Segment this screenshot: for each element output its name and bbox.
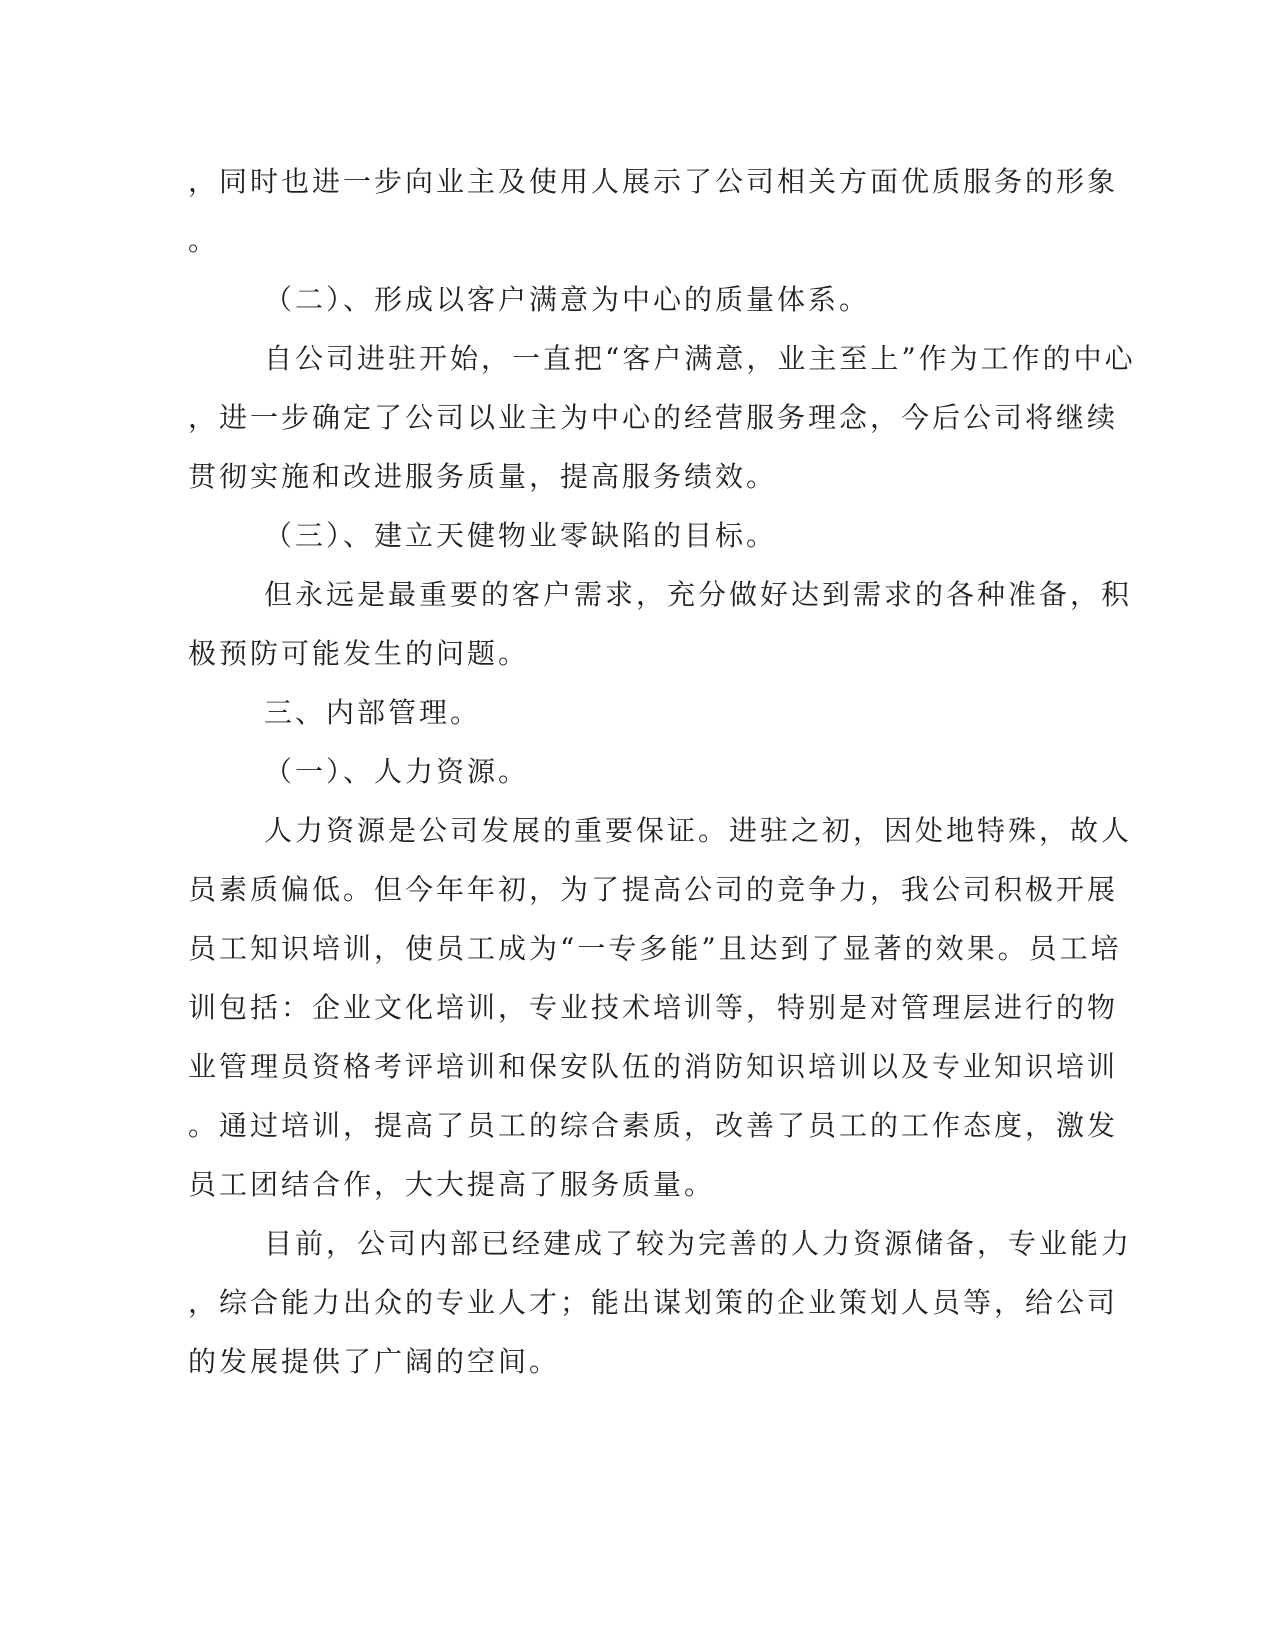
text-line: 但永远是最重要的客户需求，充分做好达到需求的各种准备，积 <box>264 578 1133 611</box>
text-line: 人力资源是公司发展的重要保证。进驻之初，因处地特殊，故人 <box>264 814 1133 847</box>
section-heading: （一）、人力资源。 <box>264 755 530 788</box>
text-line: 员工团结合作，大大提高了服务质量。 <box>188 1168 716 1201</box>
text-line: 员素质偏低。但今年年初，为了提高公司的竞争力，我公司积极开展 <box>188 873 1119 906</box>
text-line: 。通过培训，提高了员工的综合素质，改善了员工的工作态度，激发 <box>188 1109 1119 1142</box>
text-line: 训包括：企业文化培训，专业技术培训等，特别是对管理层进行的物 <box>188 991 1119 1024</box>
text-line: 贯彻实施和改进服务质量，提高服务绩效。 <box>188 460 778 493</box>
text-line: 的发展提供了广阔的空间。 <box>188 1345 561 1378</box>
text-line: 。 <box>188 224 220 257</box>
text-line: 业管理员资格考评培训和保安队伍的消防知识培训以及专业知识培训 <box>188 1050 1119 1083</box>
text-line: 目前，公司内部已经建成了较为完善的人力资源储备，专业能力 <box>264 1227 1133 1260</box>
section-heading: 三、内部管理。 <box>264 696 482 729</box>
text-line: 员工知识培训，使员工成为“一专多能”且达到了显著的效果。员工培 <box>188 932 1122 965</box>
text-line: 极预防可能发生的问题。 <box>188 637 530 670</box>
section-heading: （三）、建立天健物业零缺陷的目标。 <box>264 519 778 552</box>
text-line: ，综合能力出众的专业人才；能出谋划策的企业策划人员等，给公司 <box>188 1286 1119 1319</box>
text-line: ，同时也进一步向业主及使用人展示了公司相关方面优质服务的形象 <box>188 165 1119 198</box>
text-line: ，进一步确定了公司以业主为中心的经营服务理念，今后公司将继续 <box>188 401 1119 434</box>
text-line: 自公司进驻开始，一直把“客户满意，业主至上”作为工作的中心 <box>264 342 1136 375</box>
section-heading: （二）、形成以客户满意为中心的质量体系。 <box>264 283 871 316</box>
